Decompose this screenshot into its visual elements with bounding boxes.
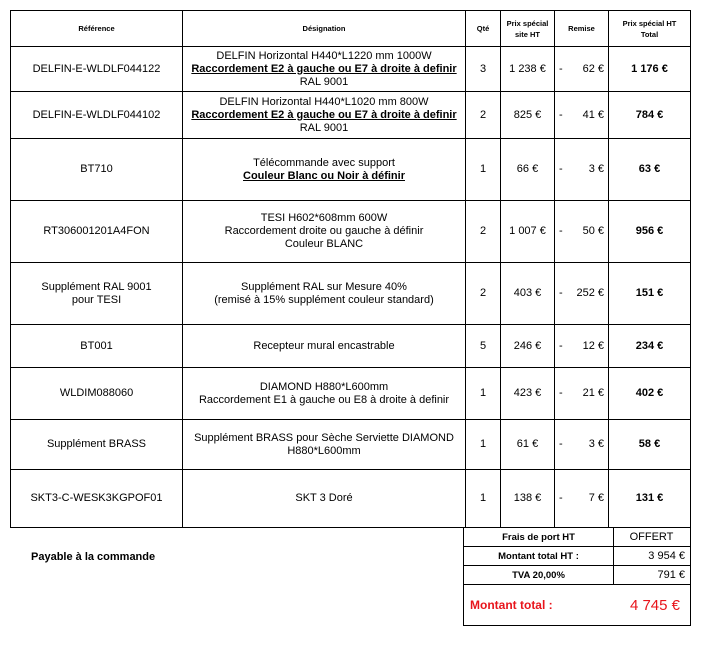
- remise-value: 62 €: [582, 62, 604, 75]
- cell-reference: [11, 47, 183, 92]
- remise-sign: -: [559, 387, 563, 399]
- cell-remise: [555, 420, 609, 470]
- table-row: [11, 263, 691, 325]
- designation-line: H880*L600mm: [287, 444, 361, 457]
- cell-qty: 1: [466, 368, 501, 420]
- designation-line: RAL 9001: [299, 121, 349, 134]
- header-reference: Référence: [11, 11, 183, 47]
- cell-prix-site: 1 007 €: [501, 201, 555, 263]
- cell-reference: [11, 368, 183, 420]
- remise-sign: -: [559, 492, 563, 504]
- designation-line: Raccordement E1 à gauche ou E8 à droite à definir: [198, 393, 450, 406]
- designation-line: Supplément RAL sur Mesure 40%: [241, 280, 407, 293]
- cell-qty: 2: [466, 92, 501, 139]
- cell-qty: 2: [466, 263, 501, 325]
- grand-total-cell: [464, 585, 691, 626]
- cell-remise: [555, 470, 609, 528]
- header-designation: Désignation: [183, 11, 466, 47]
- summary-row-subtotal: [464, 547, 691, 566]
- remise-value: 50 €: [582, 225, 604, 237]
- shipping-value: OFFERT: [614, 528, 691, 547]
- cell-reference: [11, 92, 183, 139]
- tva-value: 791 €: [614, 566, 691, 585]
- cell-total: 63 €: [609, 139, 691, 201]
- remise-value: 7 €: [588, 492, 604, 504]
- cell-reference: [11, 470, 183, 528]
- designation-line: (remisé à 15% supplément couleur standard): [214, 293, 434, 306]
- cell-prix-site: 825 €: [501, 92, 555, 139]
- designation-line: DELFIN Horizontal H440*L1220 mm 1000W: [216, 49, 432, 62]
- designation-line: DIAMOND H880*L600mm: [259, 380, 389, 393]
- designation-line: Télécommande avec support: [253, 156, 395, 169]
- cell-remise: [555, 368, 609, 420]
- cell-designation: [183, 470, 466, 528]
- cell-qty: 2: [466, 201, 501, 263]
- cell-designation: [183, 139, 466, 201]
- cell-remise: [555, 263, 609, 325]
- subtotal-value: 3 954 €: [614, 547, 691, 566]
- remise-sign: -: [559, 339, 563, 352]
- remise-sign: -: [559, 438, 563, 450]
- remise-sign: -: [559, 163, 563, 175]
- cell-total: 402 €: [609, 368, 691, 420]
- header-row: [11, 11, 691, 47]
- cell-prix-site: 1 238 €: [501, 47, 555, 92]
- reference-line: BT710: [80, 163, 113, 175]
- subtotal-label: Montant total HT :: [464, 547, 614, 566]
- remise-sign: -: [559, 287, 563, 299]
- reference-line: WLDIM088060: [59, 387, 134, 399]
- designation-line: Raccordement E2 à gauche ou E7 à droite à definir: [191, 62, 457, 75]
- cell-remise: [555, 47, 609, 92]
- reference-line: RT306001201A4FON: [43, 225, 150, 237]
- table-row: [11, 368, 691, 420]
- summary-row-tva: [464, 566, 691, 585]
- cell-remise: [555, 201, 609, 263]
- table-row: [11, 47, 691, 92]
- payment-terms: Payable à la commande: [31, 551, 156, 563]
- cell-prix-site: 246 €: [501, 325, 555, 368]
- reference-line: DELFIN-E-WLDLF044122: [32, 62, 161, 75]
- remise-value: 41 €: [582, 108, 604, 121]
- reference-line: SKT3-C-WESK3KGPOF01: [30, 492, 163, 504]
- designation-line: DELFIN Horizontal H440*L1020 mm 800W: [219, 95, 429, 108]
- remise-value: 3 €: [588, 438, 604, 450]
- table-row: [11, 420, 691, 470]
- cell-prix-site: 403 €: [501, 263, 555, 325]
- cell-qty: 5: [466, 325, 501, 368]
- grand-total-value: 4 745 €: [629, 596, 680, 614]
- header-prix-total: [609, 11, 691, 47]
- cell-remise: [555, 92, 609, 139]
- designation-line: Supplément BRASS pour Sèche Serviette DIAMOND: [194, 431, 454, 444]
- header-remise: Remise: [555, 11, 609, 47]
- table-row: [11, 470, 691, 528]
- cell-designation: [183, 263, 466, 325]
- header-prix-site: [501, 11, 555, 47]
- header-total-line: Total: [640, 29, 659, 39]
- cell-prix-site: 423 €: [501, 368, 555, 420]
- remise-sign: -: [559, 225, 563, 237]
- cell-prix-site: 66 €: [501, 139, 555, 201]
- remise-value: 12 €: [582, 339, 604, 352]
- cell-reference: [11, 420, 183, 470]
- cell-total: 58 €: [609, 420, 691, 470]
- tva-label: TVA 20,00%: [464, 566, 614, 585]
- designation-line: TESI H602*608mm 600W: [260, 212, 388, 224]
- remise-sign: -: [559, 108, 563, 121]
- reference-line: DELFIN-E-WLDLF044102: [32, 108, 161, 121]
- designation-line: RAL 9001: [299, 75, 349, 88]
- cell-designation: [183, 368, 466, 420]
- summary-row-shipping: [464, 528, 691, 547]
- reference-line: BT001: [80, 339, 113, 352]
- designation-line: Couleur Blanc ou Noir à définir: [243, 169, 405, 182]
- cell-designation: [183, 92, 466, 139]
- table-row: [11, 325, 691, 368]
- remise-sign: -: [559, 62, 563, 75]
- cell-total: 784 €: [609, 92, 691, 139]
- cell-total: 956 €: [609, 201, 691, 263]
- table-body: [11, 47, 691, 528]
- reference-line: pour TESI: [71, 293, 122, 306]
- cell-total: 1 176 €: [609, 47, 691, 92]
- reference-line: Supplément RAL 9001: [41, 280, 152, 293]
- cell-designation: [183, 201, 466, 263]
- order-table: [10, 10, 691, 528]
- cell-designation: [183, 325, 466, 368]
- cell-total: 234 €: [609, 325, 691, 368]
- header-prix-line: site HT: [514, 29, 540, 39]
- cell-remise: [555, 139, 609, 201]
- cell-qty: 3: [466, 47, 501, 92]
- designation-line: SKT 3 Doré: [295, 492, 353, 504]
- table-row: [11, 139, 691, 201]
- cell-reference: [11, 139, 183, 201]
- cell-reference: [11, 263, 183, 325]
- cell-qty: 1: [466, 420, 501, 470]
- cell-reference: [11, 325, 183, 368]
- cell-prix-site: 61 €: [501, 420, 555, 470]
- header-prix-line: Prix spécial: [506, 18, 549, 28]
- header-qty: Qté: [466, 11, 501, 47]
- remise-value: 3 €: [588, 163, 604, 175]
- remise-value: 21 €: [582, 387, 604, 399]
- cell-total: 151 €: [609, 263, 691, 325]
- designation-line: Raccordement droite ou gauche à définir: [224, 225, 424, 237]
- cell-qty: 1: [466, 139, 501, 201]
- shipping-label: Frais de port HT: [464, 528, 614, 547]
- summary-row-total: [464, 585, 691, 626]
- designation-line: Raccordement E2 à gauche ou E7 à droite à definir: [191, 108, 457, 121]
- cell-reference: [11, 201, 183, 263]
- header-total-line: Prix spécial HT: [622, 18, 677, 28]
- reference-line: Supplément BRASS: [46, 438, 147, 450]
- grand-total-label: Montant total :: [470, 598, 553, 612]
- table-row: [11, 92, 691, 139]
- designation-line: Recepteur mural encastrable: [253, 339, 395, 352]
- cell-designation: [183, 420, 466, 470]
- cell-designation: [183, 47, 466, 92]
- cell-remise: [555, 325, 609, 368]
- remise-value: 252 €: [576, 287, 604, 299]
- table-row: [11, 201, 691, 263]
- summary-table: [463, 527, 691, 626]
- cell-total: 131 €: [609, 470, 691, 528]
- cell-qty: 1: [466, 470, 501, 528]
- cell-prix-site: 138 €: [501, 470, 555, 528]
- designation-line: Couleur BLANC: [284, 238, 364, 250]
